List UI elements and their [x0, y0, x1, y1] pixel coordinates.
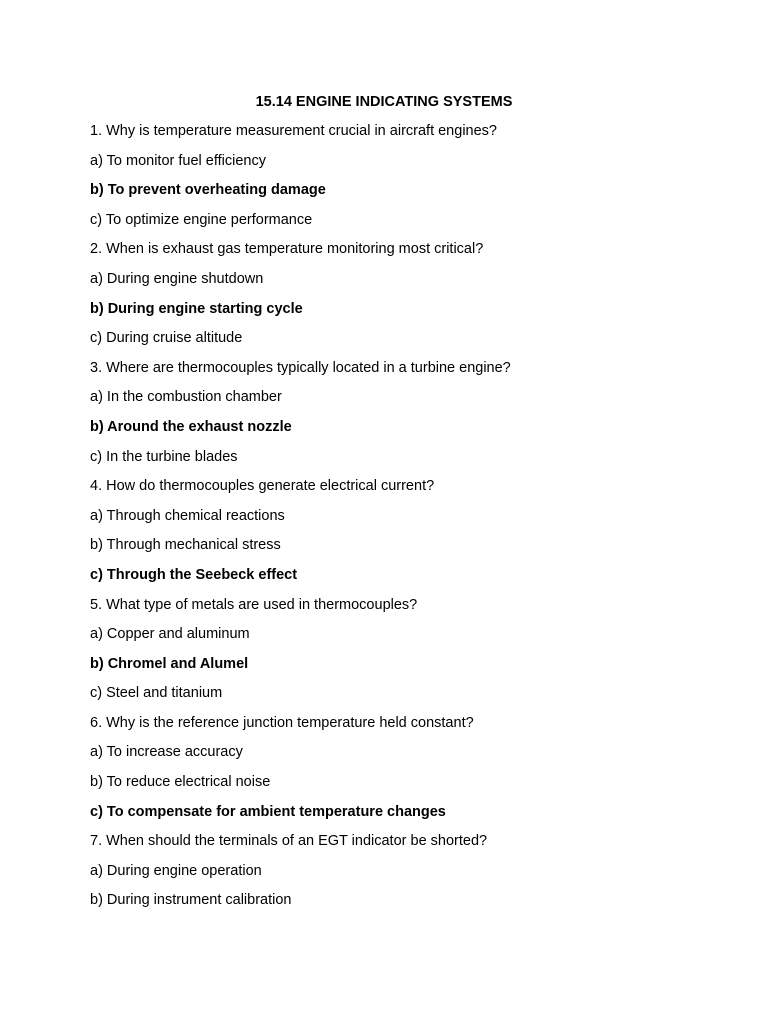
correct-answer-text: b) Chromel and Alumel — [90, 655, 249, 672]
correct-answer-text: b) Around the exhaust nozzle — [90, 418, 292, 435]
option-text: a) Copper and aluminum — [90, 626, 250, 643]
question-text: 7. When should the terminals of an EGT indicator be shorted? — [90, 833, 488, 850]
option-text: a) To increase accuracy — [90, 744, 243, 761]
correct-answer-text: c) To compensate for ambient temperature changes — [90, 803, 446, 820]
option-text: a) Through chemical reactions — [90, 507, 285, 524]
option-text: b) During instrument calibration — [90, 892, 292, 909]
option-text: c) During cruise altitude — [90, 330, 243, 347]
option-text: a) To monitor fuel efficiency — [90, 152, 266, 169]
option-text: c) In the turbine blades — [90, 448, 238, 465]
correct-answer-text: b) To prevent overheating damage — [90, 182, 326, 199]
question-text: 1. Why is temperature measurement crucial in aircraft engines? — [90, 123, 497, 139]
page-title: 15.14 ENGINE INDICATING SYSTEMS — [255, 94, 513, 110]
option-text: c) Steel and titanium — [90, 685, 223, 702]
question-text: 2. When is exhaust gas temperature monitoring most critical? — [90, 241, 484, 258]
option-text: a) During engine shutdown — [90, 270, 264, 287]
question-text: 3. Where are thermocouples typically located in a turbine engine? — [90, 359, 511, 376]
option-text: b) To reduce electrical noise — [90, 774, 271, 791]
option-text: a) In the combustion chamber — [90, 389, 282, 406]
question-text: 4. How do thermocouples generate electrical current? — [90, 478, 435, 495]
option-text: a) During engine operation — [90, 862, 262, 879]
question-text: 6. Why is the reference junction temperature held constant? — [90, 714, 474, 731]
option-text: b) Through mechanical stress — [90, 537, 281, 554]
question-text: 5. What type of metals are used in thermocouples? — [90, 596, 418, 613]
correct-answer-text: c) Through the Seebeck effect — [90, 566, 298, 583]
option-text: c) To optimize engine performance — [90, 211, 313, 228]
question-list — [90, 122, 710, 921]
correct-answer-text: b) During engine starting cycle — [90, 300, 303, 317]
